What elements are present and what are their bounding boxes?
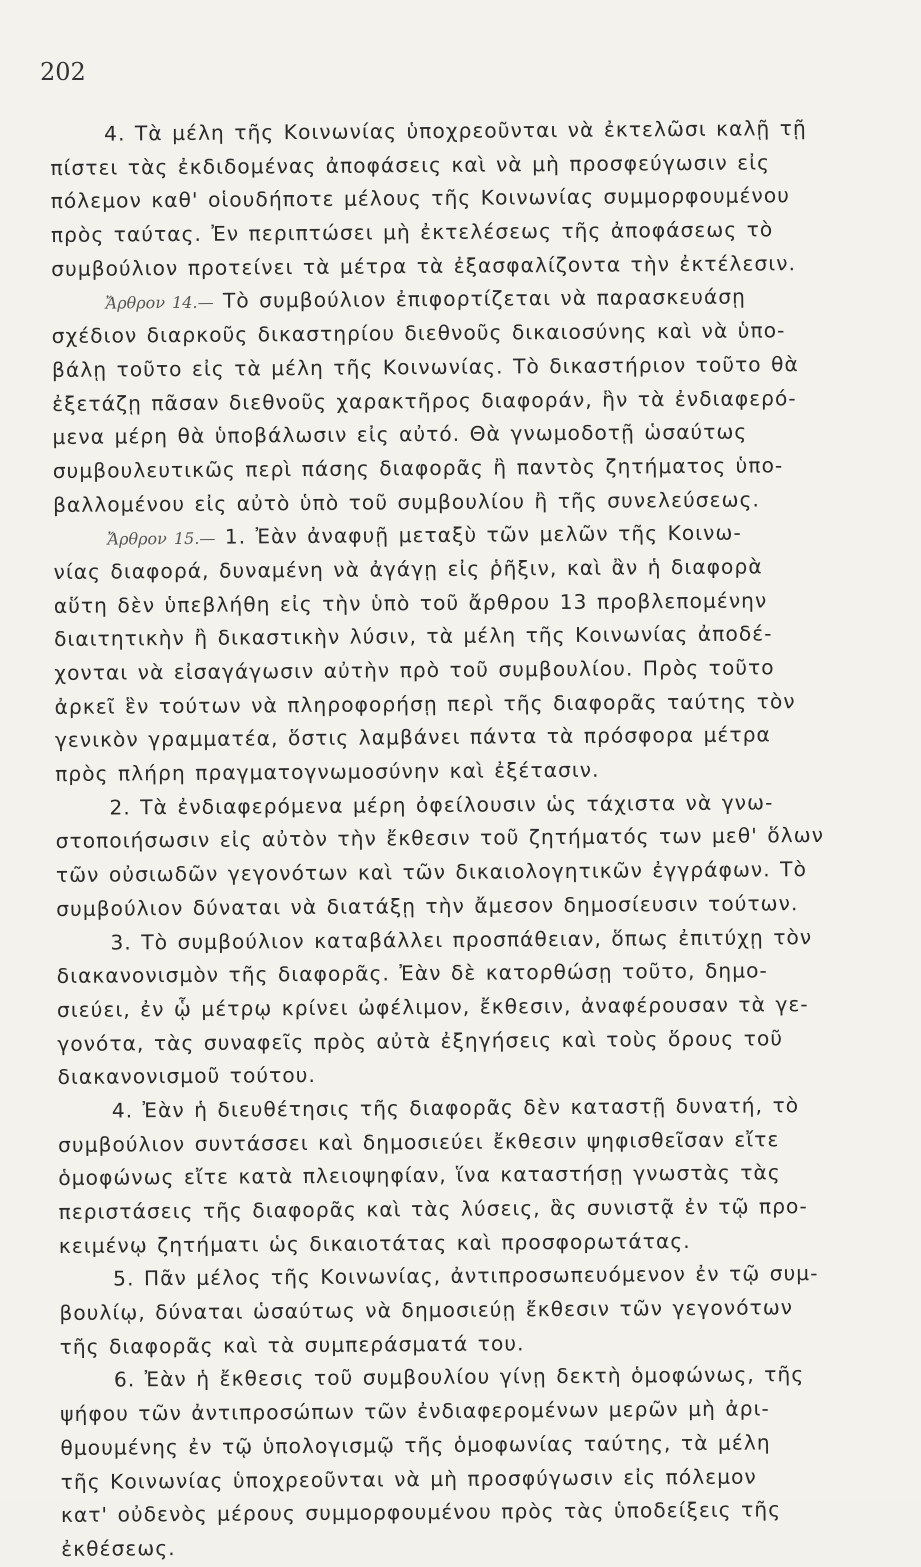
line-text: 4. Τὰ μέλη τῆς Κοινωνίας ὑποχρεοῦνται νὰ ἐκτελῶσι καλῇ τῇ bbox=[104, 116, 807, 146]
line-text: βαλλομένου εἰς αὐτὸ ὑπὸ τοῦ συμβουλίου ἢ τῆς συνελεύσεως. bbox=[52, 486, 760, 517]
line-text: πίστει τὰς ἐκδιδομένας ἀποφάσεις καὶ νὰ μὴ προσφεύγωσιν εἰς bbox=[50, 150, 771, 180]
text-line bbox=[58, 1089, 850, 1129]
line-text: πρὸς ταύτας. Ἐν περιπτώσει μὴ ἐκτελέσεως τῆς ἀποφάσεως τὸ bbox=[50, 217, 774, 248]
text-line bbox=[57, 988, 849, 1028]
line-text: σιεύει, ἐν ᾧ μέτρῳ κρίνει ὠφέλιμον, ἔκθεσιν, ἀναφέρουσαν τὰ γε- bbox=[56, 991, 809, 1022]
body-text bbox=[50, 112, 853, 1567]
page-number: 202 bbox=[40, 58, 86, 86]
line-text: στοποιήσωσιν εἰς αὐτὸν τὴν ἔκθεσιν τοῦ ζητήματός των μεθ' ὅλων bbox=[55, 823, 825, 854]
text-line bbox=[55, 718, 847, 758]
line-text: βουλίῳ, δύναται ὡσαύτως νὰ δημοσιεύῃ ἔκθεσιν τῶν γεγονότων bbox=[59, 1295, 794, 1326]
line-text: 4. Ἐὰν ἡ διευθέτησις τῆς διαφορᾶς δὲν καταστῇ δυνατή, τὸ bbox=[111, 1093, 800, 1123]
line-text: τῆς διαφορᾶς καὶ τὰ συμπεράσματά του. bbox=[59, 1331, 525, 1359]
line-text: 5. Πᾶν μέλος τῆς Κοινωνίας, ἀντιπροσωπευόμενον ἐν τῷ συμ- bbox=[113, 1261, 819, 1291]
article-heading: Ἄρθρον 14.— bbox=[105, 293, 214, 314]
line-text: 3. Τὸ συμβούλιον καταβάλλει προσπάθειαν, ὅπως ἐπιτύχῃ τὸν bbox=[110, 924, 813, 955]
line-text: ὁμοφώνως εἴτε κατὰ πλειοψηφίαν, ἵνα καταστήσῃ γνωστὰς τὰς bbox=[58, 1160, 781, 1191]
line-text: περιστάσεις τῆς διαφορᾶς καὶ τὰς λύσεις, ἃς συνιστᾷ ἐν τῷ προ- bbox=[58, 1194, 808, 1224]
line-text: θμουμένης ἐν τῷ ὑπολογισμῷ τῆς ὁμοφωνίας ταύτης, τὰ μέλη bbox=[60, 1430, 771, 1460]
line-text: ἐκθέσεως. bbox=[61, 1535, 176, 1561]
line-text: διαιτητικὴν ἢ δικαστικὴν λύσιν, τὰ μέλη τῆς Κοινωνίας ἀποδέ- bbox=[54, 621, 773, 652]
line-text: διακανονισμὸν τῆς διαφορᾶς. Ἐὰν δὲ κατορθώσῃ τοῦτο, δημο- bbox=[56, 958, 768, 989]
line-text: ψήφου τῶν ἀντιπροσώπων τῶν ἐνδιαφερομένων μερῶν μὴ ἀρι- bbox=[60, 1396, 770, 1427]
line-text: 6. Ἐὰν ἡ ἔκθεσις τοῦ συμβουλίου γίνῃ δεκτὴ ὁμοφώνως, τῆς bbox=[113, 1362, 805, 1392]
text-line bbox=[56, 887, 848, 927]
line-text: βάλῃ τοῦτο εἰς τὰ μέλη τῆς Κοινωνίας. Τὸ δικαστήριον τοῦτο θὰ bbox=[51, 351, 799, 382]
line-text: ἐξετάζῃ πᾶσαν διεθνοῦς χαρακτῆρος διαφοράν, ἣν τὰ ἐνδιαφερό- bbox=[52, 385, 797, 416]
text-line bbox=[57, 1021, 849, 1061]
text-line bbox=[50, 112, 842, 152]
line-text: πόλεμον καθ' οἱουδήποτε μέλους τῆς Κοινωνίας συμμορφουμένου bbox=[50, 183, 791, 214]
text-line bbox=[53, 449, 845, 489]
line-text: σχέδιον διαρκοῦς δικαστηρίου διεθνοῦς δικαιοσύνης καὶ νὰ ὑπο- bbox=[51, 318, 786, 349]
text-line bbox=[54, 651, 846, 691]
line-text: γονότα, τὰς συναφεῖς πρὸς αὐτὰ ἐξηγήσεις καὶ τοὺς ὅρους τοῦ bbox=[57, 1025, 784, 1056]
line-text: μενα μέρη θὰ ὑποβάλωσιν εἰς αὐτό. Θὰ γνωμοδοτῇ ὡσαύτως bbox=[52, 419, 748, 450]
line-text: 1. Ἐὰν ἀναφυῇ μεταξὺ τῶν μελῶν τῆς Κοινω- bbox=[215, 520, 742, 549]
line-text: αὕτη δὲν ὑπεβλήθη εἰς τὴν ὑπὸ τοῦ ἄρθρου 13 προβλεπομένην bbox=[53, 588, 768, 618]
line-text: γενικὸν γραμματέα, ὅστις λαμβάνει πάντα τὰ πρόσφορα μέτρα bbox=[54, 722, 771, 753]
text-line bbox=[60, 1426, 852, 1466]
text-line bbox=[52, 348, 844, 388]
article-heading: Ἄρθρον 15.— bbox=[107, 528, 216, 549]
text-line bbox=[53, 550, 845, 590]
line-text: τῶν οὐσιωδῶν γεγονότων καὶ τῶν δικαιολογητικῶν ἐγγράφων. Τὸ bbox=[55, 857, 808, 888]
line-text: τῆς Κοινωνίας ὑποχρεοῦνται νὰ μὴ προσφύγωσιν εἰς πόλεμον bbox=[60, 1463, 757, 1494]
line-text: συμβούλιον συντάσσει καὶ δημοσιεύει ἔκθεσιν ψηφισθεῖσαν εἴτε bbox=[57, 1126, 780, 1157]
line-text: 2. Τὰ ἐνδιαφερόμενα μέρη ὀφείλουσιν ὡς τάχιστα νὰ γνω- bbox=[109, 790, 774, 820]
line-text: συμβούλιον προτείνει τὰ μέτρα τὰ ἐξασφαλίζοντα τὴν ἐκτέλεσιν. bbox=[51, 250, 797, 281]
line-text: νίας διαφορά, δυναμένη νὰ ἀγάγῃ εἰς ῥῆξιν, καὶ ἂν ἡ διαφορὰ bbox=[53, 554, 763, 584]
line-text: πρὸς πλήρη πραγματογνωμοσύνην καὶ ἐξέτασιν. bbox=[55, 757, 600, 787]
line-text: συμβουλευτικῶς περὶ πάσης διαφορᾶς ἢ παντὸς ζητήματος ὑπο- bbox=[52, 453, 784, 483]
line-text: κειμένῳ ζητήματι ὡς δικαιοτάτας καὶ προσφορωτάτας. bbox=[58, 1228, 691, 1258]
text-line bbox=[61, 1493, 853, 1533]
line-text: ἀρκεῖ ἓν τούτων νὰ πληροφορήσῃ περὶ τῆς διαφορᾶς ταύτης τὸν bbox=[54, 688, 796, 719]
line-text: χονται νὰ εἰσαγάγωσιν αὐτὴν πρὸ τοῦ συμβουλίου. Πρὸς τοῦτο bbox=[54, 655, 775, 685]
text-line bbox=[61, 1527, 853, 1567]
text-line bbox=[58, 1190, 850, 1230]
line-text: κατ' οὐδενὸς μέρους συμμορφουμένου πρὸς τὰς ὑποδείξεις τῆς bbox=[60, 1497, 782, 1528]
line-text: Τὸ συμβούλιον ἐπιφορτίζεται νὰ παρασκευάσῃ bbox=[213, 284, 747, 314]
text-line bbox=[59, 1291, 851, 1331]
line-text: διακανονισμοῦ τούτου. bbox=[57, 1063, 316, 1090]
line-text: συμβούλιον δύναται νὰ διατάξῃ τὴν ἄμεσον δημοσίευσιν τούτων. bbox=[56, 890, 799, 921]
